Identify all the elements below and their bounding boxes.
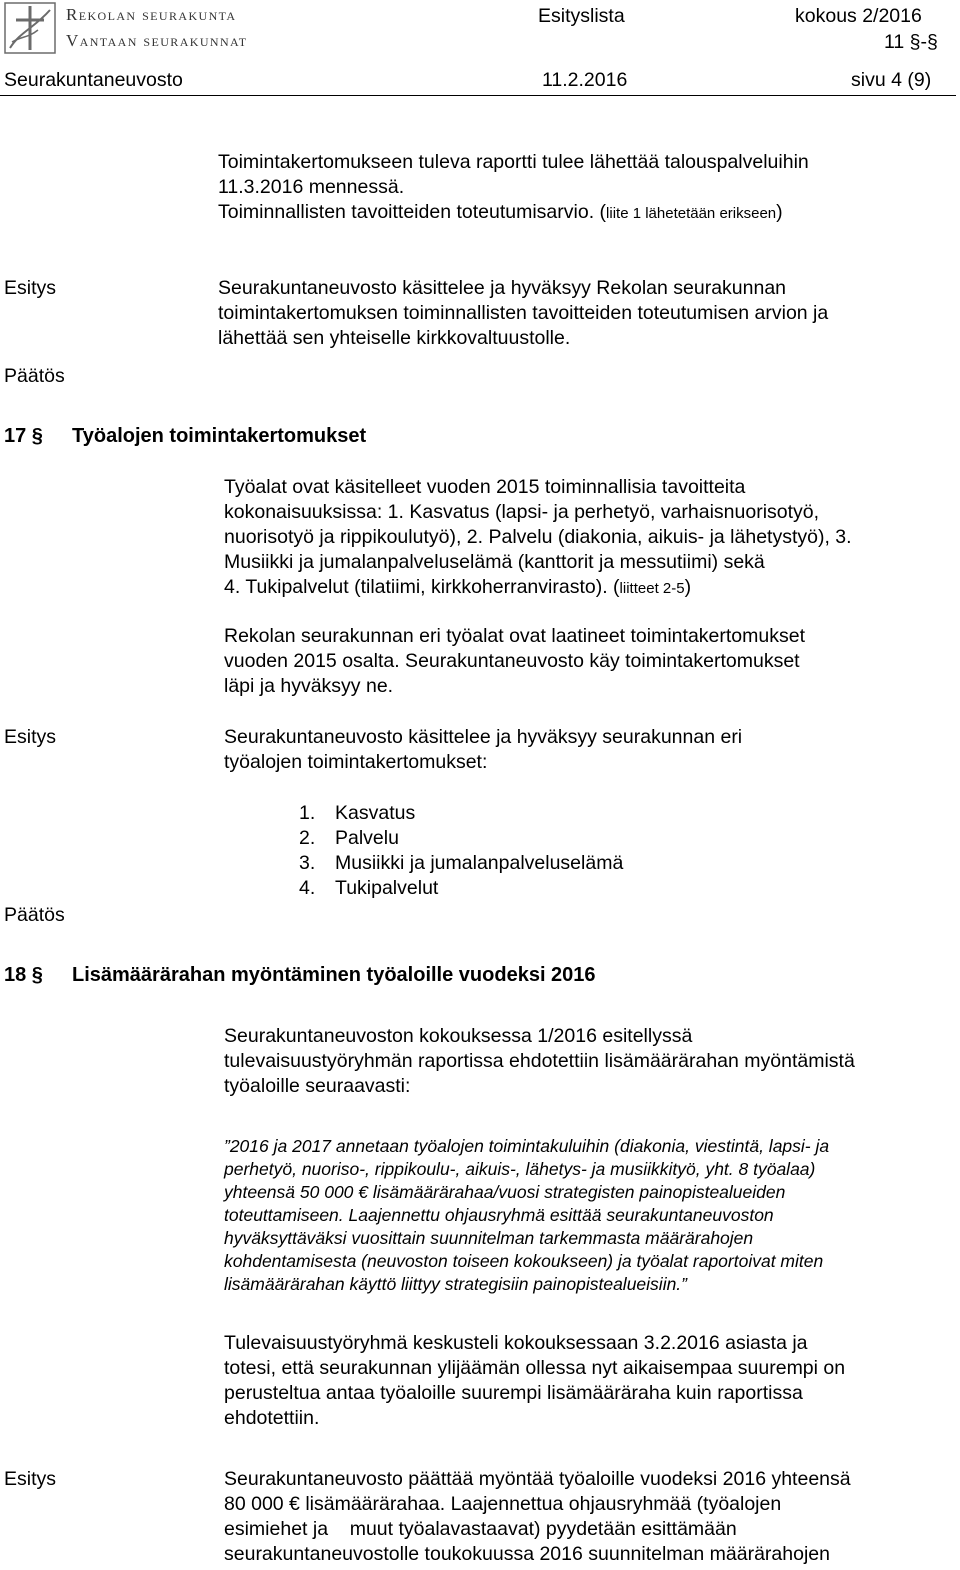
paragraph-line: ehdotettiin.	[224, 1407, 320, 1429]
intro-line: Toimintakertomukseen tuleva raportti tulee lähettää talouspalveluihin	[218, 151, 809, 173]
church-cross-logo-icon	[4, 2, 56, 54]
header-divider	[0, 95, 956, 96]
proposal-line: esimiehet ja muut työalavastaavat) pyydetään esittämään	[224, 1518, 737, 1540]
list-item	[299, 826, 399, 851]
attachment-note: liitteet 2-5	[619, 580, 685, 597]
meeting-number: kokous 2/2016	[795, 5, 922, 27]
list-text: Kasvatus	[335, 802, 416, 824]
paragraph-line: Musiikki ja jumalanpalveluselämä (kanttorit ja messutiimi) sekä	[224, 551, 765, 573]
quote-line: toteuttamiseen. Laajennettu ohjausryhmä esittää seurakuntaneuvoston	[224, 1205, 774, 1225]
paragraph-line: Työalat ovat käsitelleet vuoden 2015 toiminnallisia tavoitteita	[224, 476, 746, 498]
page-number: sivu 4 (9)	[851, 69, 932, 91]
paatos-label: Päätös	[4, 904, 65, 926]
proposal-line: Seurakuntaneuvosto päättää myöntää työaloille vuodeksi 2016 yhteensä	[224, 1468, 851, 1490]
list-text: Palvelu	[335, 827, 399, 849]
paatos-label: Päätös	[4, 365, 65, 387]
list-item	[299, 876, 438, 901]
intro-text: Toiminnallisten tavoitteiden toteutumisarvio. (	[218, 201, 607, 223]
paragraph-line: kokonaisuuksissa: 1. Kasvatus (lapsi- ja perhetyö, varhaisnuorisotyö,	[224, 501, 820, 523]
doc-type: Esityslista	[538, 5, 625, 27]
list-item	[299, 851, 623, 876]
quote-line: hyväksyttäväksi vuosittain suunnitelman tarkemmasta määrärahojen	[224, 1228, 754, 1248]
section-17-title: Työalojen toimintakertomukset	[72, 425, 367, 447]
esitys-label: Esitys	[4, 1468, 57, 1490]
intro-line: 11.3.2016 mennessä.	[218, 176, 405, 198]
paragraph-line	[224, 575, 691, 601]
meeting-date: 11.2.2016	[542, 69, 628, 91]
paragraph-text: 4. Tukipalvelut (tilatiimi, kirkkoherranvirasto). (	[224, 576, 620, 598]
quote-line: ”2016 ja 2017 annetaan työalojen toimintakuluihin (diakonia, viestintä, lapsi- ja	[224, 1136, 830, 1156]
proposal-line: työalojen toimintakertomukset:	[224, 751, 488, 773]
paragraph-line: työaloille seuraavasti:	[224, 1075, 411, 1097]
quote-line: yhteensä 50 000 € lisämäärärahaa/vuosi strategisten painopistealueiden	[224, 1182, 786, 1202]
governing-body: Seurakuntaneuvosto	[4, 69, 183, 91]
proposal-line: 80 000 € lisämäärärahaa. Laajennettua ohjausryhmää (työalojen	[224, 1493, 782, 1515]
paragraph-line: Seurakuntaneuvoston kokouksessa 1/2016 esitellyssä	[224, 1025, 693, 1047]
proposal-line: lähettää sen yhteiselle kirkkovaltuustolle.	[218, 327, 571, 349]
intro-line	[218, 200, 783, 226]
paragraph-line: totesi, että seurakunnan ylijäämän ollessa nyt aikaisempaa suurempi on	[224, 1357, 846, 1379]
intro-text: )	[776, 201, 783, 223]
list-number: 2.	[299, 827, 316, 849]
section-18-number: 18 §	[4, 964, 43, 986]
section-17-number: 17 §	[4, 425, 43, 447]
quote-line: perhetyö, nuoriso-, rippikoulu-, aikuis-, lähetys- ja musiikkityö, yht. 8 työalaa)	[224, 1159, 816, 1179]
proposal-line: Seurakuntaneuvosto käsittelee ja hyväksyy Rekolan seurakunnan	[218, 277, 787, 299]
paragraph-line: tulevaisuustyöryhmän raportissa ehdotettiin lisämäärärahan myöntämistä	[224, 1050, 855, 1072]
paragraph-line: läpi ja hyväksyy ne.	[224, 675, 394, 697]
org-name-line1: Rekolan seurakunta	[66, 5, 237, 24]
paragraph-line: Tulevaisuustyöryhmä keskusteli kokouksessaan 3.2.2016 asiasta ja	[224, 1332, 808, 1354]
list-number: 1.	[299, 802, 316, 824]
paragraph-text: )	[684, 576, 692, 598]
list-number: 4.	[299, 877, 316, 899]
proposal-line: toimintakertomuksen toiminnallisten tavoitteiden toteutumisen arvion ja	[218, 302, 829, 324]
section-18-title: Lisämäärärahan myöntäminen työaloille vuodeksi 2016	[72, 964, 596, 986]
esitys-label: Esitys	[4, 277, 57, 299]
list-text: Tukipalvelut	[335, 877, 439, 899]
list-item	[299, 801, 415, 826]
proposal-line: seurakuntaneuvostolle toukokuussa 2016 suunnitelman määrärahojen	[224, 1543, 830, 1565]
esitys-label: Esitys	[4, 726, 57, 748]
quote-line: kohdentamisesta (neuvoston toiseen kokoukseen) ja työalat raportoivat miten	[224, 1251, 824, 1271]
quote-line: lisämäärärahan käyttö liittyy strategisiin painopistealueisiin.”	[224, 1274, 687, 1294]
paragraph-line: vuoden 2015 osalta. Seurakuntaneuvosto käy toimintakertomukset	[224, 650, 800, 672]
attachment-note: liite 1 lähetetään erikseen	[606, 205, 777, 222]
paragraph-line: Rekolan seurakunnan eri työalat ovat laatineet toimintakertomukset	[224, 625, 805, 647]
paragraph-line: nuorisotyö ja rippikoulutyö), 2. Palvelu (diakonia, aikuis- ja lähetystyö), 3.	[224, 526, 852, 548]
section-reference: 11 §-§	[884, 31, 938, 53]
proposal-line: Seurakuntaneuvosto käsittelee ja hyväksyy seurakunnan eri	[224, 726, 743, 748]
paragraph-line: perusteltua antaa työaloille suurempi lisämääräraha kuin raportissa	[224, 1382, 803, 1404]
list-number: 3.	[299, 852, 316, 874]
org-name-line2: Vantaan seurakunnat	[66, 31, 248, 50]
list-text: Musiikki ja jumalanpalveluselämä	[335, 852, 624, 874]
